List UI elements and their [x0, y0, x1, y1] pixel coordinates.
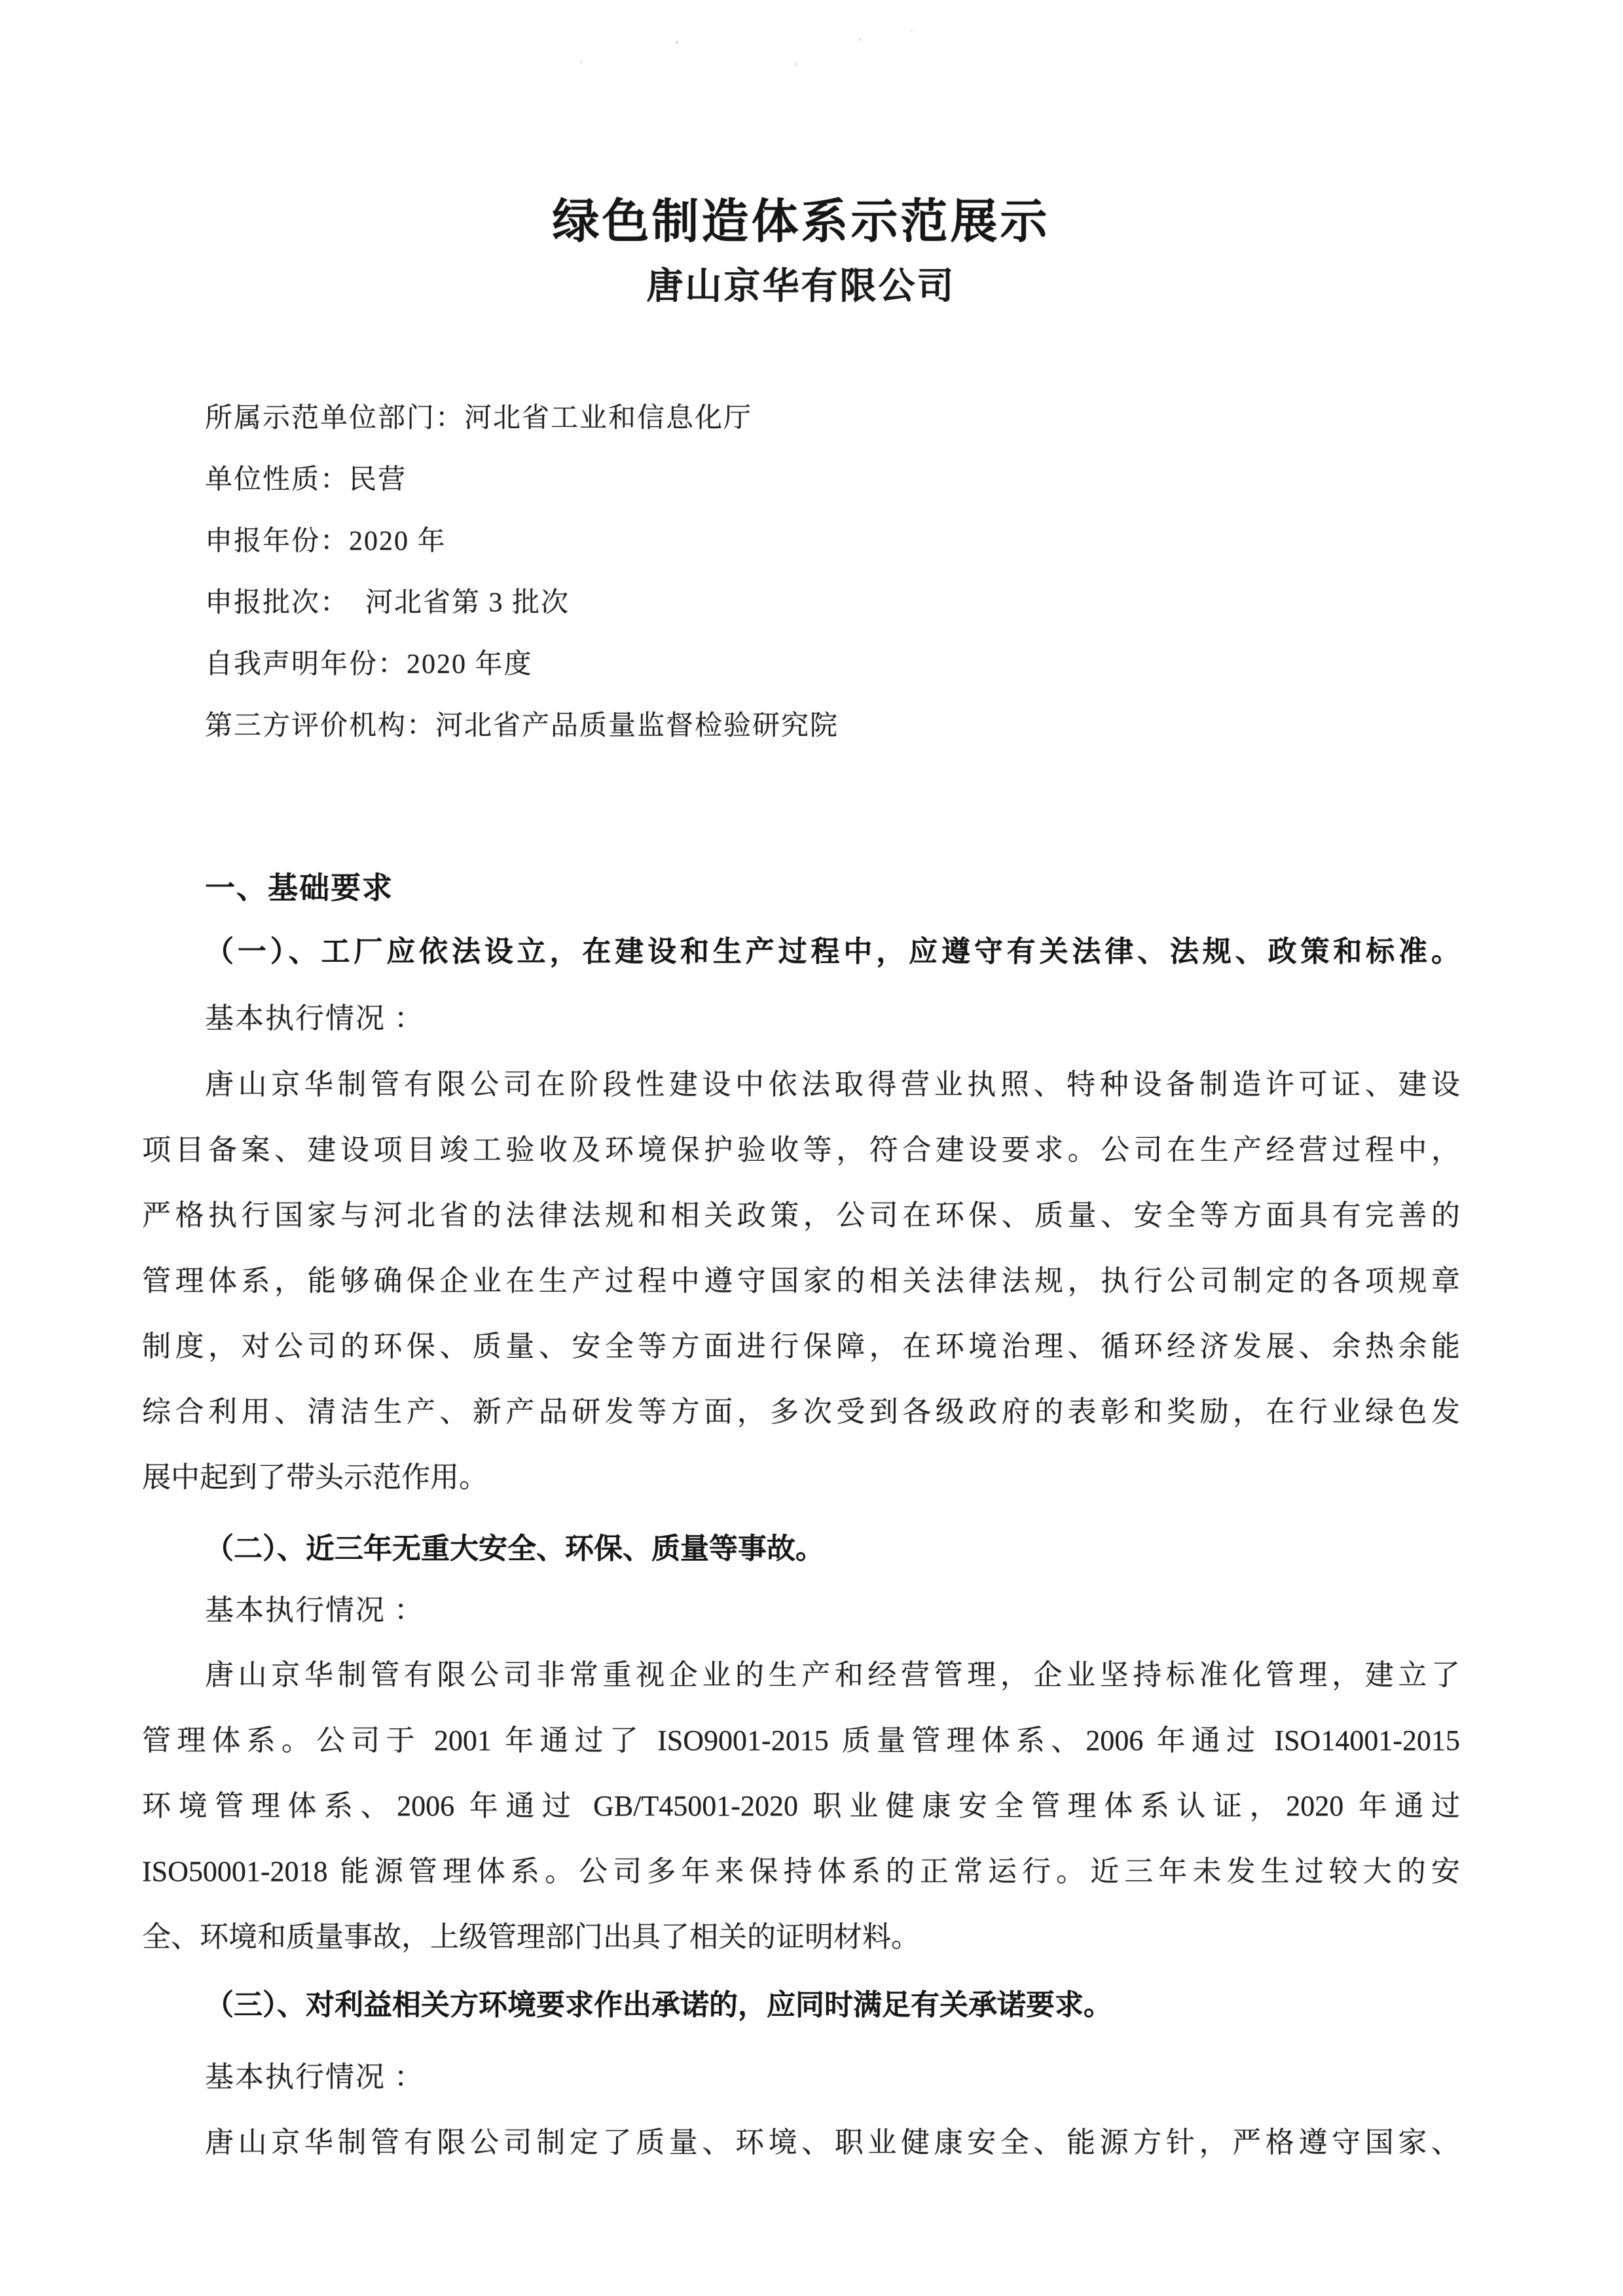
paragraph-line: 严格执行国家与河北省的法律法规和相关政策，公司在环保、质量、安全等方面具有完善的	[142, 1199, 1460, 1231]
clause-1-heading	[142, 919, 1460, 985]
paragraph-line: 综合利用、清洁生产、新产品研发等方面，多次受到各级政府的表彰和奖励，在行业绿色发	[142, 1396, 1460, 1428]
metadata-block	[142, 388, 1460, 757]
paragraph-line: 制度，对公司的环保、质量、安全等方面进行保障，在环境治理、循环经济发展、余热余能	[142, 1330, 1460, 1362]
paragraph-line: 唐山京华制管有限公司在阶段性建设中依法取得营业执照、特种设备制造许可证、建设	[205, 1068, 1460, 1101]
clause-2-heading	[142, 1516, 1460, 1582]
paragraph-line: 项目备案、建设项目竣工验收及环境保护验收等，符合建设要求。公司在生产经营过程中，	[142, 1134, 1460, 1166]
paragraph-line: 唐山京华制管有限公司非常重视企业的生产和经营管理，企业坚持标准化管理，建立了	[205, 1659, 1460, 1691]
clause-1-paragraph	[142, 1052, 1460, 1510]
clause-2-exec-label: 基本执行情况 ：	[205, 1594, 424, 1626]
clause-3-heading-text: （三）、对利益相关方环境要求作出承诺的，应同时满足有关承诺要求。	[205, 1989, 1112, 2021]
company-name: 唐山京华有限公司	[646, 265, 956, 306]
meta-third-party-evaluator: 第三方评价机构：河北省产品质量监督检验研究院	[205, 711, 839, 741]
meta-application-batch: 申报批次： 河北省第 3 批次	[205, 588, 570, 618]
clause-2-heading-text: （二）、近三年无重大安全、环保、质量等事故。	[205, 1533, 824, 1565]
document-title: 绿色制造体系示范展示	[552, 196, 1050, 249]
clause-1-exec-label: 基本执行情况 ：	[205, 1002, 424, 1034]
paragraph-line: 唐山京华制管有限公司制定了质量、环境、职业健康安全、能源方针，严格遵守国家、	[205, 2126, 1460, 2159]
document-content	[142, 0, 1460, 2296]
section-1-heading: 一、基础要求	[205, 871, 393, 905]
meta-unit-nature: 单位性质：民营	[205, 465, 407, 495]
meta-demonstration-department: 所属示范单位部门：河北省工业和信息化厅	[205, 403, 753, 433]
paragraph-line: 展中起到了带头示范作用。	[142, 1461, 488, 1493]
clause-1-heading-text: （一）、工厂应依法设立，在建设和生产过程中，应遵守有关法律、法规、政策和标准。	[205, 936, 1460, 968]
paragraph-line: 全、环境和质量事故，上级管理部门出具了相关的证明材料。	[142, 1921, 920, 1953]
paragraph-line: ISO50001-2018 能源管理体系。公司多年来保持体系的正常运行。近三年未发生过较大的安	[142, 1855, 1460, 1887]
paragraph-line: 管理体系。公司于 2001 年通过了 ISO9001-2015 质量管理体系、2006 年通过 ISO14001-2015	[142, 1724, 1460, 1757]
paragraph-line: 管理体系，能够确保企业在生产过程中遵守国家的相关法律法规，执行公司制定的各项规章	[142, 1265, 1460, 1297]
clause-3-paragraph	[142, 2110, 1460, 2176]
clause-3-heading	[142, 1973, 1460, 2038]
clause-3-exec-label: 基本执行情况 ：	[205, 2061, 424, 2093]
paragraph-line: 环境管理体系、2006 年通过 GB/T45001-2020 职业健康安全管理体系认证，2020 年通过	[142, 1790, 1460, 1822]
meta-application-year: 申报年份：2020 年	[205, 526, 447, 556]
clause-2-paragraph	[142, 1643, 1460, 1970]
meta-self-declaration-year: 自我声明年份：2020 年度	[205, 649, 533, 680]
